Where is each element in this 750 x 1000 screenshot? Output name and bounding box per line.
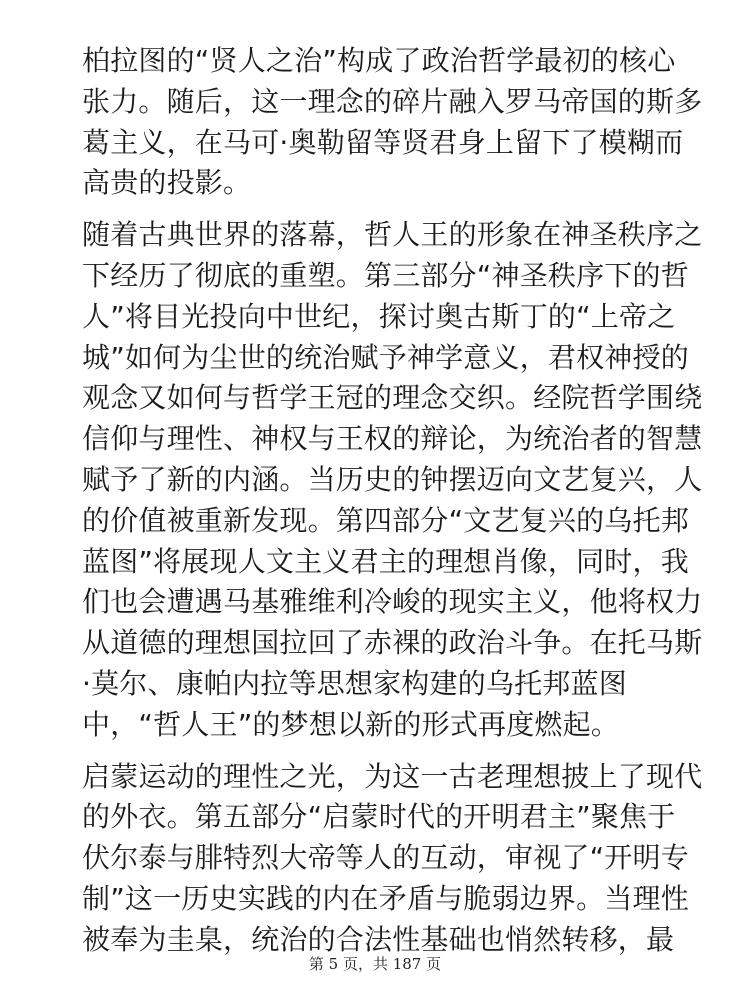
text-line: ·莫尔、康帕内拉等思想家构建的乌托邦蓝图 xyxy=(82,666,627,700)
text-line: 启蒙运动的理性之光，为这一古老理想披上了现代 xyxy=(82,759,703,793)
text-line: 的外衣。第五部分“启蒙时代的开明君主”聚焦于 xyxy=(82,800,676,834)
text-line: 城”如何为尘世的统治赋予神学意义，君权神授的 xyxy=(82,340,689,374)
text-line: 被奉为圭臬，统治的合法性基础也悄然转移，最 xyxy=(82,922,675,956)
page-number-footer: 第 5 页，共 187 页 xyxy=(308,955,442,973)
text-line: 中，“哲人王”的梦想以新的形式再度燃起。 xyxy=(82,707,620,741)
text-line: 信仰与理性、神权与王权的辩论，为统治者的智慧 xyxy=(82,422,703,456)
text-line: 制”这一历史实践的内在矛盾与脆弱边界。当理性 xyxy=(82,881,689,915)
text-line: 人”将目光投向中世纪，探讨奥古斯丁的“上帝之 xyxy=(82,299,676,333)
text-line: 张力。随后，这一理念的碎片融入罗马帝国的斯多 xyxy=(82,84,703,118)
paragraph-3 xyxy=(82,757,703,961)
text-line: 从道德的理想国拉回了赤裸的政治斗争。在托马斯 xyxy=(82,626,703,660)
text-line: 的价值被重新发现。第四部分“文艺复兴的乌托邦 xyxy=(82,503,689,537)
text-line: 随着古典世界的落幕，哲人王的形象在神圣秩序之 xyxy=(82,218,703,252)
text-line: 伏尔泰与腓特烈大帝等人的互动，审视了“开明专 xyxy=(82,841,689,875)
text-line: 赋予了新的内涵。当历史的钟摆迈向文艺复兴，人 xyxy=(82,462,703,496)
text-line: 葛主义，在马可·奥勒留等贤君身上留下了模糊而 xyxy=(82,125,684,159)
text-line: 们也会遭遇马基雅维利冷峻的现实主义，他将权力 xyxy=(82,585,703,619)
body-text xyxy=(82,41,703,972)
text-line: 观念又如何与哲学王冠的理念交织。经院哲学围绕 xyxy=(82,381,703,415)
text-line: 高贵的投影。 xyxy=(82,166,252,200)
text-line: 下经历了彻底的重塑。第三部分“神圣秩序下的哲 xyxy=(82,258,689,292)
text-line: 柏拉图的“贤人之治”构成了政治哲学最初的核心 xyxy=(82,44,676,77)
paragraph-2 xyxy=(82,215,703,745)
text-line: 蓝图”将展现人文主义君主的理想肖像，同时，我 xyxy=(82,544,689,578)
paragraph-1 xyxy=(82,41,703,204)
